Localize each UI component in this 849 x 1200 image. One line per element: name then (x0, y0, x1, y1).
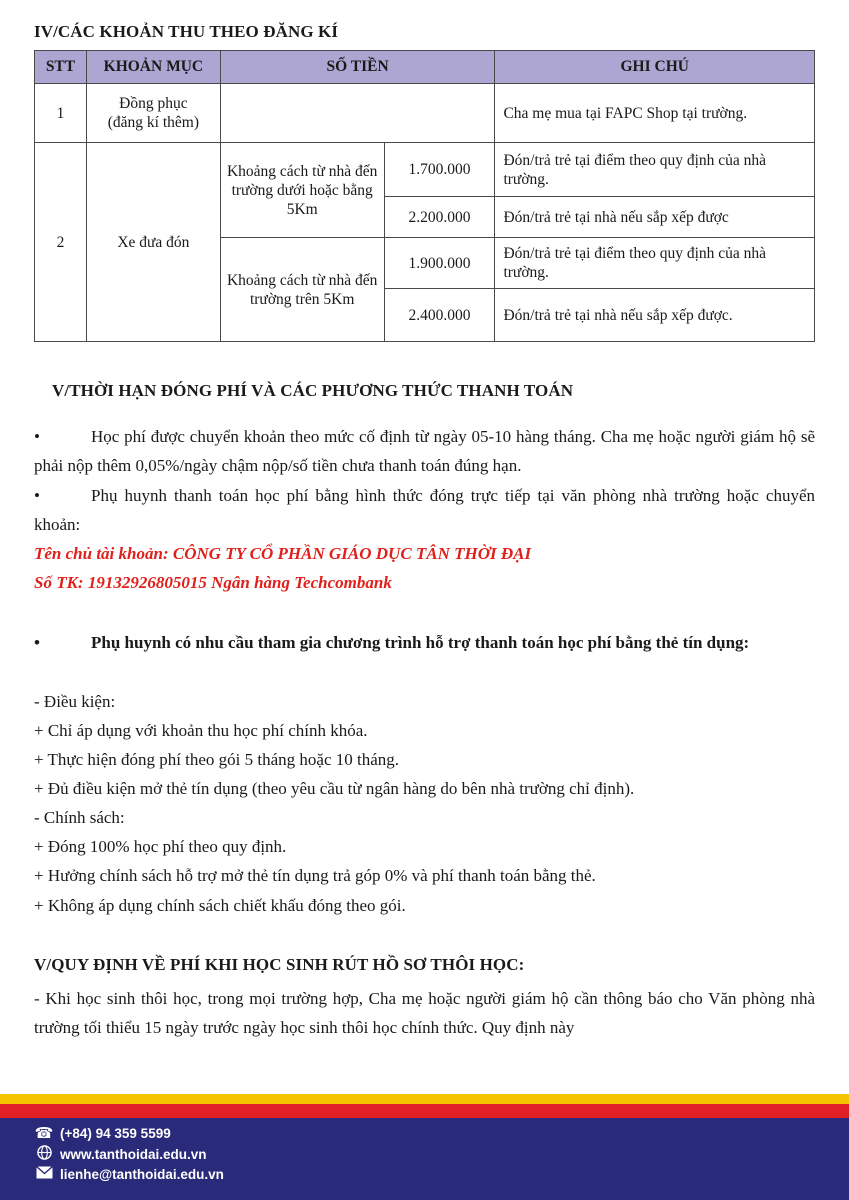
bullet-icon: • (34, 427, 40, 446)
payment-bullet-1-text: Học phí được chuyển khoản theo mức cố định từ ngày 05-10 hàng tháng. Cha mẹ hoặc người giám hộ sẽ phải nộp thêm 0,05%/ngày chậm nộp/số tiền chưa thanh toán đúng hạn. (34, 427, 815, 475)
footer-website-text: www.tanthoidai.edu.vn (60, 1147, 207, 1162)
bullet-icon: • (34, 486, 40, 505)
registration-fee-table (34, 50, 815, 342)
footer-stripe-yellow (0, 1094, 849, 1104)
row1-item: Đồng phục (đăng kí thêm) (86, 84, 220, 143)
footer-phone[interactable] (34, 1124, 171, 1142)
payment-bullet-1 (34, 422, 815, 480)
withdrawal-paragraph: - Khi học sinh thôi học, trong mọi trường hợp, Cha mẹ hoặc người giám hộ cần thông báo cho Văn phòng nhà trường tối thiểu 15 ngày trước ngày học sinh thôi học chính thức. Quy định này (34, 989, 815, 1037)
row1-stt: 1 (35, 84, 87, 143)
conditions-label: - Điều kiện: (34, 692, 116, 711)
header-amount: SỐ TIỀN (220, 51, 495, 84)
row2-stt: 2 (35, 143, 87, 342)
footer-email-text: lienhe@tanthoidai.edu.vn (60, 1167, 224, 1182)
section-heading-payment: V/THỜI HẠN ĐÓNG PHÍ VÀ CÁC PHƯƠNG THỨC THANH TOÁN (52, 381, 574, 400)
account-name: Tên chủ tài khoản: CÔNG TY CỔ PHẦN GIÁO DỤC TÂN THỜI ĐẠI (34, 544, 532, 563)
policy-item: + Đóng 100% học phí theo quy định. (34, 837, 287, 856)
mail-icon (34, 1166, 54, 1183)
distance-group-near: Khoảng cách từ nhà đến trường dưới hoặc bằng 5Km (220, 143, 384, 238)
amount-cell: 1.900.000 (384, 238, 495, 289)
amount-cell: 1.700.000 (384, 143, 495, 197)
section-heading-withdrawal: V/QUY ĐỊNH VỀ PHÍ KHI HỌC SINH RÚT HỒ SƠ THÔI HỌC: (34, 955, 525, 974)
policy-item: + Hưởng chính sách hỗ trợ mở thẻ tín dụng trả góp 0% và phí thanh toán bằng thẻ. (34, 866, 596, 885)
credit-card-bullet-text: Phụ huynh có nhu cầu tham gia chương trình hỗ trợ thanh toán học phí bằng thẻ tín dụng: (91, 633, 750, 652)
footer-phone-text: (+84) 94 359 5599 (60, 1125, 171, 1141)
table-header-row (35, 51, 815, 84)
note-cell: Đón/trả trẻ tại điểm theo quy định của nhà trường. (495, 143, 815, 197)
account-number: Số TK: 19132926805015 Ngân hàng Techcombank (34, 573, 392, 592)
note-cell: Đón/trả trẻ tại điểm theo quy định của nhà trường. (495, 238, 815, 289)
policy-label: - Chính sách: (34, 808, 125, 827)
header-item: KHOẢN MỤC (86, 51, 220, 84)
table-row (35, 84, 815, 143)
distance-group-far: Khoảng cách từ nhà đến trường trên 5Km (220, 238, 384, 342)
section-heading-registration-fees: IV/CÁC KHOẢN THU THEO ĐĂNG KÍ (34, 22, 339, 41)
row1-note: Cha mẹ mua tại FAPC Shop tại trường. (495, 84, 815, 143)
table-row (35, 143, 815, 197)
footer-email[interactable] (34, 1166, 224, 1183)
amount-cell: 2.400.000 (384, 289, 495, 342)
globe-icon (34, 1145, 54, 1164)
amount-cell: 2.200.000 (384, 197, 495, 238)
payment-bullet-2-text: Phụ huynh thanh toán học phí bằng hình thức đóng trực tiếp tại văn phòng nhà trường hoặc chuyển khoản: (34, 486, 815, 534)
condition-item: + Chỉ áp dụng với khoản thu học phí chính khóa. (34, 721, 368, 740)
payment-bullet-2 (34, 481, 815, 539)
policy-item: + Không áp dụng chính sách chiết khấu đóng theo gói. (34, 896, 406, 915)
note-cell: Đón/trả trẻ tại nhà nếu sắp xếp được (495, 197, 815, 238)
credit-card-bullet (34, 628, 815, 657)
note-cell: Đón/trả trẻ tại nhà nếu sắp xếp được. (495, 289, 815, 342)
condition-item: + Đủ điều kiện mở thẻ tín dụng (theo yêu cầu từ ngân hàng do bên nhà trường chỉ định). (34, 779, 635, 798)
row1-amount (220, 84, 495, 143)
footer-stripe-red (0, 1104, 849, 1118)
phone-icon: ☎ (34, 1125, 54, 1142)
condition-item: + Thực hiện đóng phí theo gói 5 tháng hoặc 10 tháng. (34, 750, 400, 769)
footer-website[interactable] (34, 1145, 207, 1164)
row2-item: Xe đưa đón (86, 143, 220, 342)
header-note: GHI CHÚ (495, 51, 815, 84)
header-stt: STT (35, 51, 87, 84)
bullet-icon: • (34, 633, 40, 652)
